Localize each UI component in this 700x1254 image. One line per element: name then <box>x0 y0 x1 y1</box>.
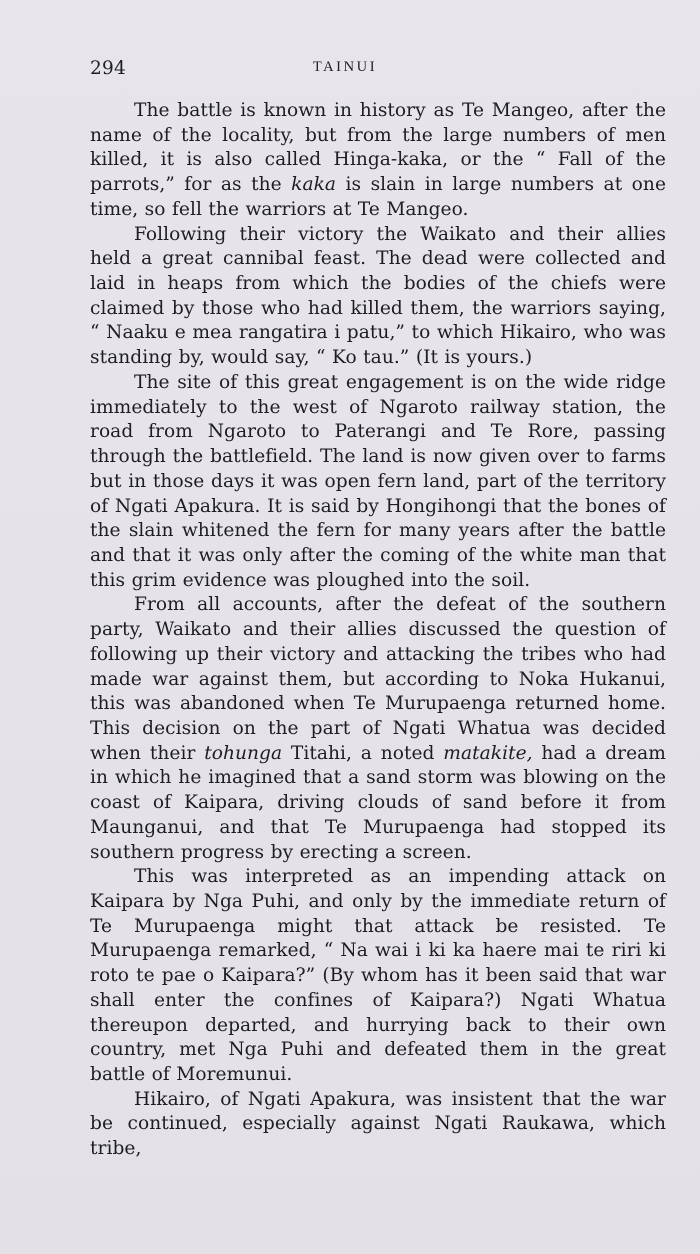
paragraph-3 <box>90 371 666 593</box>
text-run: From all accounts, after the defeat of the southern party, Waikato and their allies discussed the question of following up their victory and attacking the tribes who had made war against them, but according to Noka Hukanui, this was abandoned when Te Murupaenga returned home. This decision on the part of Ngati Whatua was decided when their <box>90 594 666 764</box>
paragraph-2 <box>90 223 666 371</box>
paragraph-6 <box>90 1088 666 1162</box>
paragraph-1 <box>90 99 666 223</box>
italic-term: matakite, <box>443 742 533 764</box>
body-text <box>90 99 666 1162</box>
text-run: The battle is known in history as Te Mangeo, after the name of the locality, but from the large numbers of men killed, it is also called Hinga-kaka, or the “ Fall of the parrots,” for as the <box>90 100 666 196</box>
page-number: 294 <box>90 58 126 79</box>
italic-term: tohunga <box>204 742 283 764</box>
running-head <box>90 58 600 84</box>
text-run: This was interpreted as an impending attack on Kaipara by Nga Puhi, and only by the immediate return of Te Murupaenga might that attack be resisted. Te Murupaenga remarked, “ Na wai i ki ka haere mai te riri ki roto te pae o Kaipara?” (By whom has it been said that war shall enter the confines of Kaipara?) Ngati Whatua thereupon departed, and hurrying back to their own country, met Nga Puhi and defeated them in the great battle of Moremunui. <box>90 866 666 1086</box>
text-run: had a dream in which he imagined that a sand storm was blowing on the coast of Kaipara, driving clouds of sand before it from Maunganui, and that Te Murupaenga had stopped its southern progress by erecting a screen. <box>90 742 666 863</box>
text-run: Following their victory the Waikato and their allies held a great cannibal feast. The dead were collected and laid in heaps from which the bodies of the chiefs were claimed by those who had killed them, the warriors saying, “ Naaku e mea rangatira i patu,” to which Hikairo, who was standing by, would say, “ Ko tau.” (It is yours.) <box>90 223 666 369</box>
paragraph-5 <box>90 865 666 1087</box>
text-run: The site of this great engagement is on the wide ridge immediately to the west of Ngaroto railway station, the road from Ngaroto to Paterangi and Te Rore, passing through the battlefield. The land is now given over to farms but in those days it was open fern land, part of the territory of Ngati Apakura. It is said by Hongihongi that the bones of the slain whitened the fern for many years after the battle and that it was only after the coming of the white man that this grim evidence was ploughed into the soil. <box>90 371 666 591</box>
text-run: Titahi, a noted <box>282 742 444 764</box>
text-run: Hikairo, of Ngati Apakura, was insistent that the war be continued, especially against Ngati Raukawa, which tribe, <box>90 1088 666 1160</box>
paragraph-4 <box>90 593 666 865</box>
running-title: TAINUI <box>312 59 378 75</box>
text-run: is slain in large numbers at one time, so fell the warriors at Te Mangeo. <box>90 174 667 220</box>
italic-term: kaka <box>291 174 337 196</box>
